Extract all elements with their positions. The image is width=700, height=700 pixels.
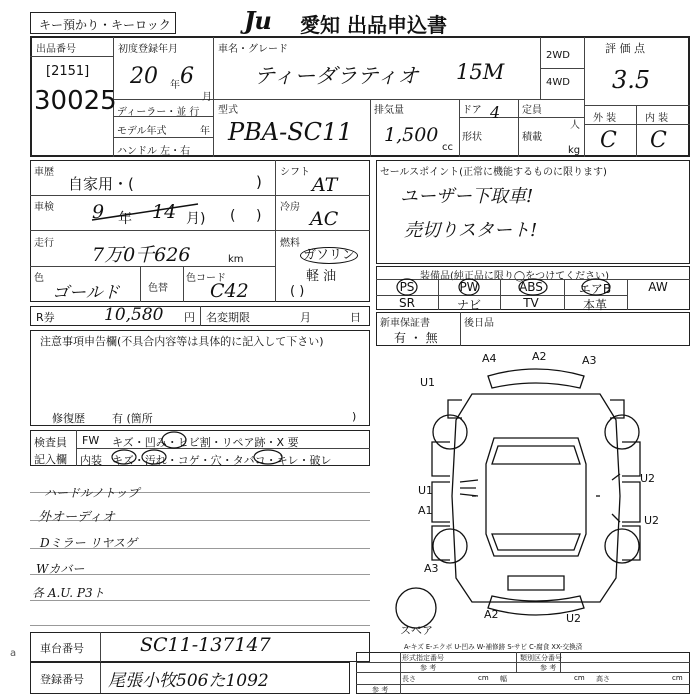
inspector-circles-icon xyxy=(76,430,376,466)
dealer-row2-unit: 年 xyxy=(200,126,210,137)
note-line-4: Wカバー xyxy=(36,562,85,576)
equipment-navi: ナビ xyxy=(456,298,481,312)
displacement-unit: cc xyxy=(442,142,453,153)
load-unit: kg xyxy=(568,145,581,156)
color-code-label: 色コード xyxy=(186,273,226,284)
exterior-grade: C xyxy=(600,128,617,153)
new-car-warranty-label: 新車保証書 xyxy=(380,318,430,329)
inspection-month-unit: 月) xyxy=(186,211,206,227)
aircon-label: 冷房 xyxy=(280,202,300,213)
damage-legend: A-キズ E-エクボ U-凹み W-補修跡 S-サビ C-腐食 XX-交換済 xyxy=(404,643,583,651)
entry-number: 30025 xyxy=(34,86,117,116)
equipment-tv: TV xyxy=(523,296,539,310)
equipment-ps: PS xyxy=(399,280,415,294)
color-label: 色 xyxy=(34,273,44,284)
fuel-other: ( ) xyxy=(290,284,305,299)
diagram-mark-u2-bottom: U2 xyxy=(566,612,582,625)
dealer-row2: モデル年式 xyxy=(117,126,167,137)
diagram-mark-u2-right: U2 xyxy=(640,472,656,485)
spec-r3b: cm xyxy=(478,674,489,682)
model-label: 型式 xyxy=(218,105,238,116)
recycle-value: 10,580 xyxy=(104,305,164,325)
mileage-label: 走行 xyxy=(34,238,54,249)
car-grade: 15M xyxy=(456,60,505,84)
inspector-row1-label: FW xyxy=(82,434,100,447)
diagram-mark-u2-right2: U2 xyxy=(644,514,660,527)
new-car-warranty-value: 有 ・ 無 xyxy=(394,331,438,345)
spec-r1a: 形式指定番号 xyxy=(402,654,444,662)
inspection-open: ( xyxy=(230,208,236,224)
registration-month: 6 xyxy=(180,64,194,89)
spec-r3a: 長さ xyxy=(402,675,416,683)
spec-r1b: 類別区分番号 xyxy=(520,654,562,662)
equipment-aw: AW xyxy=(648,280,668,294)
plate-value: 尾張小牧506た1092 xyxy=(108,671,269,691)
sales-point-line2: 売切りスタート! xyxy=(404,220,538,241)
fuel-gasoline xyxy=(300,244,358,263)
inspector-label-2: 記入欄 xyxy=(34,453,67,466)
dealer-row3: ハンドル 左・右 xyxy=(117,146,191,157)
diagram-mark-a3-left: A3 xyxy=(424,562,439,575)
drive-2wd: 2WD xyxy=(546,50,570,61)
car-name-label: 車名・グレード xyxy=(218,44,288,55)
equipment-abs: ABS xyxy=(519,280,543,294)
note-line-2: 外オーディオ xyxy=(38,510,115,525)
name-change-label: 名変期限 xyxy=(206,311,250,324)
spec-r3e: 高さ xyxy=(596,675,610,683)
dealer-row1: ディーラー・並 行 xyxy=(117,107,200,118)
post-install-label: 後日品 xyxy=(464,318,494,329)
exterior-label: 外 装 xyxy=(593,113,617,124)
registration-year-unit: 年 xyxy=(170,80,180,91)
inspection-strike-icon xyxy=(88,198,208,228)
doors-label: ドア xyxy=(462,105,482,116)
equipment-pw: PW xyxy=(459,280,479,294)
history-label: 車歴 xyxy=(34,167,54,178)
fuel-diesel: 軽 油 xyxy=(306,269,337,284)
plate-label: 登録番号 xyxy=(40,673,84,686)
history-close: ) xyxy=(256,173,262,191)
load-label: 積載 xyxy=(522,132,542,143)
model-value: PBA-SC11 xyxy=(228,118,353,146)
inspector-row1-items: キズ・凹み・ヒビ割・リペア跡・X 要 xyxy=(112,436,299,449)
diagram-mark-a3-top: A3 xyxy=(582,354,597,367)
ju-logo: Ju xyxy=(244,6,271,35)
sales-point-label: セールスポイント(正常に機能するものに限ります) xyxy=(380,167,607,178)
inspector-row2-label: 内装 xyxy=(80,454,102,467)
shape-label: 形状 xyxy=(462,132,482,143)
repair-close: ) xyxy=(352,410,357,423)
spec-r3c: 幅 xyxy=(500,675,507,683)
chassis-label: 車台番号 xyxy=(40,642,84,655)
note-line-5: 各 A.U. P3ト xyxy=(32,586,105,600)
equipment-leather: 本革 xyxy=(582,298,607,312)
capacity-unit: 人 xyxy=(570,120,580,131)
displacement-label: 排気量 xyxy=(374,105,404,116)
color-change-label: 色替 xyxy=(148,283,168,294)
doors-value: 4 xyxy=(490,103,501,122)
sales-point-line1: ユーザー下取車! xyxy=(400,186,534,207)
recycle-label: R券 xyxy=(36,311,55,324)
margin-mark: a xyxy=(10,648,17,659)
registration-label: 初度登録年月 xyxy=(118,44,178,55)
diagram-mark-a4: A4 xyxy=(482,352,497,365)
diagram-mark-u1-left: U1 xyxy=(418,484,434,497)
equipment-label: 装備品(純正品に限り◯をつけてください) xyxy=(420,271,609,282)
key-label: キー預かり・キーロック xyxy=(39,18,171,32)
aircon-value: AC xyxy=(310,208,339,230)
inspection-year-unit: 年 xyxy=(118,211,132,227)
equipment-airbag: エアB xyxy=(578,282,612,296)
diagram-mark-a1: A1 xyxy=(418,504,433,517)
color-value: ゴールド xyxy=(52,283,120,303)
notice-label: 注意事項申告欄(不具合内容等は具体的に記入して下さい) xyxy=(40,335,324,348)
shift-label: シフト xyxy=(280,167,310,178)
entry-sub-number: [2151] xyxy=(46,64,90,79)
name-change-day: 日 xyxy=(350,311,361,324)
spec-r3f: cm xyxy=(672,674,683,682)
mileage-value: 7万0千626 xyxy=(92,244,191,266)
score-value: 3.5 xyxy=(612,66,651,94)
inspection-close: ) xyxy=(256,208,262,224)
drive-4wd: 4WD xyxy=(546,77,570,88)
capacity-label: 定員 xyxy=(522,105,542,116)
spec-r2b: 参 考 xyxy=(540,664,557,672)
repair-label: 修復歴 xyxy=(52,412,85,425)
equipment-circles-icon xyxy=(376,278,690,298)
spec-r4: 参 考 xyxy=(372,686,389,694)
inspection-year: 9 xyxy=(92,201,105,223)
displacement-value: 1,500 xyxy=(384,124,439,146)
inspector-row2-items: キズ・汚れ・コゲ・穴・タバコ・キレ・破レ xyxy=(112,454,332,467)
note-line-1: ハードルノトップ xyxy=(44,486,140,500)
diagram-mark-a2-top: A2 xyxy=(532,350,547,363)
note-line-3: Dミラー リヤスゲ xyxy=(40,536,137,550)
repair-value: 有 (箇所 xyxy=(112,412,153,425)
diagram-mark-u1-top: U1 xyxy=(420,376,436,389)
inspector-label-1: 検査員 xyxy=(34,436,67,449)
registration-year: 20 xyxy=(130,64,158,89)
spec-r2a: 参 考 xyxy=(420,664,437,672)
interior-grade: C xyxy=(650,128,667,153)
history-value: 自家用・( xyxy=(68,175,134,193)
chassis-value: SC11-137147 xyxy=(140,634,271,656)
inspection-month: 14 xyxy=(152,201,177,223)
name-change-month: 月 xyxy=(300,311,311,324)
inspection-label: 車検 xyxy=(34,202,54,213)
key-label-box xyxy=(30,12,176,34)
fuel-label: 燃料 xyxy=(280,238,300,249)
registration-month-unit: 月 xyxy=(202,92,212,103)
interior-label: 内 装 xyxy=(645,113,669,124)
recycle-unit: 円 xyxy=(184,311,195,324)
color-code-value: C42 xyxy=(210,280,249,302)
score-label: 評 価 点 xyxy=(605,42,645,55)
fuel-gasoline-circled: ガソリン xyxy=(300,247,358,264)
spare-label: スペア xyxy=(400,624,433,637)
form-title: 愛知 出品申込書 xyxy=(300,13,447,37)
shift-value: AT xyxy=(312,174,338,196)
entry-label: 出品番号 xyxy=(36,44,76,55)
equipment-sr: SR xyxy=(399,296,415,310)
diagram-mark-a2-bottom: A2 xyxy=(484,608,499,621)
car-name-value: ティーダラティオ xyxy=(254,64,419,88)
mileage-unit: km xyxy=(228,254,244,265)
spec-r3d: cm xyxy=(574,674,585,682)
